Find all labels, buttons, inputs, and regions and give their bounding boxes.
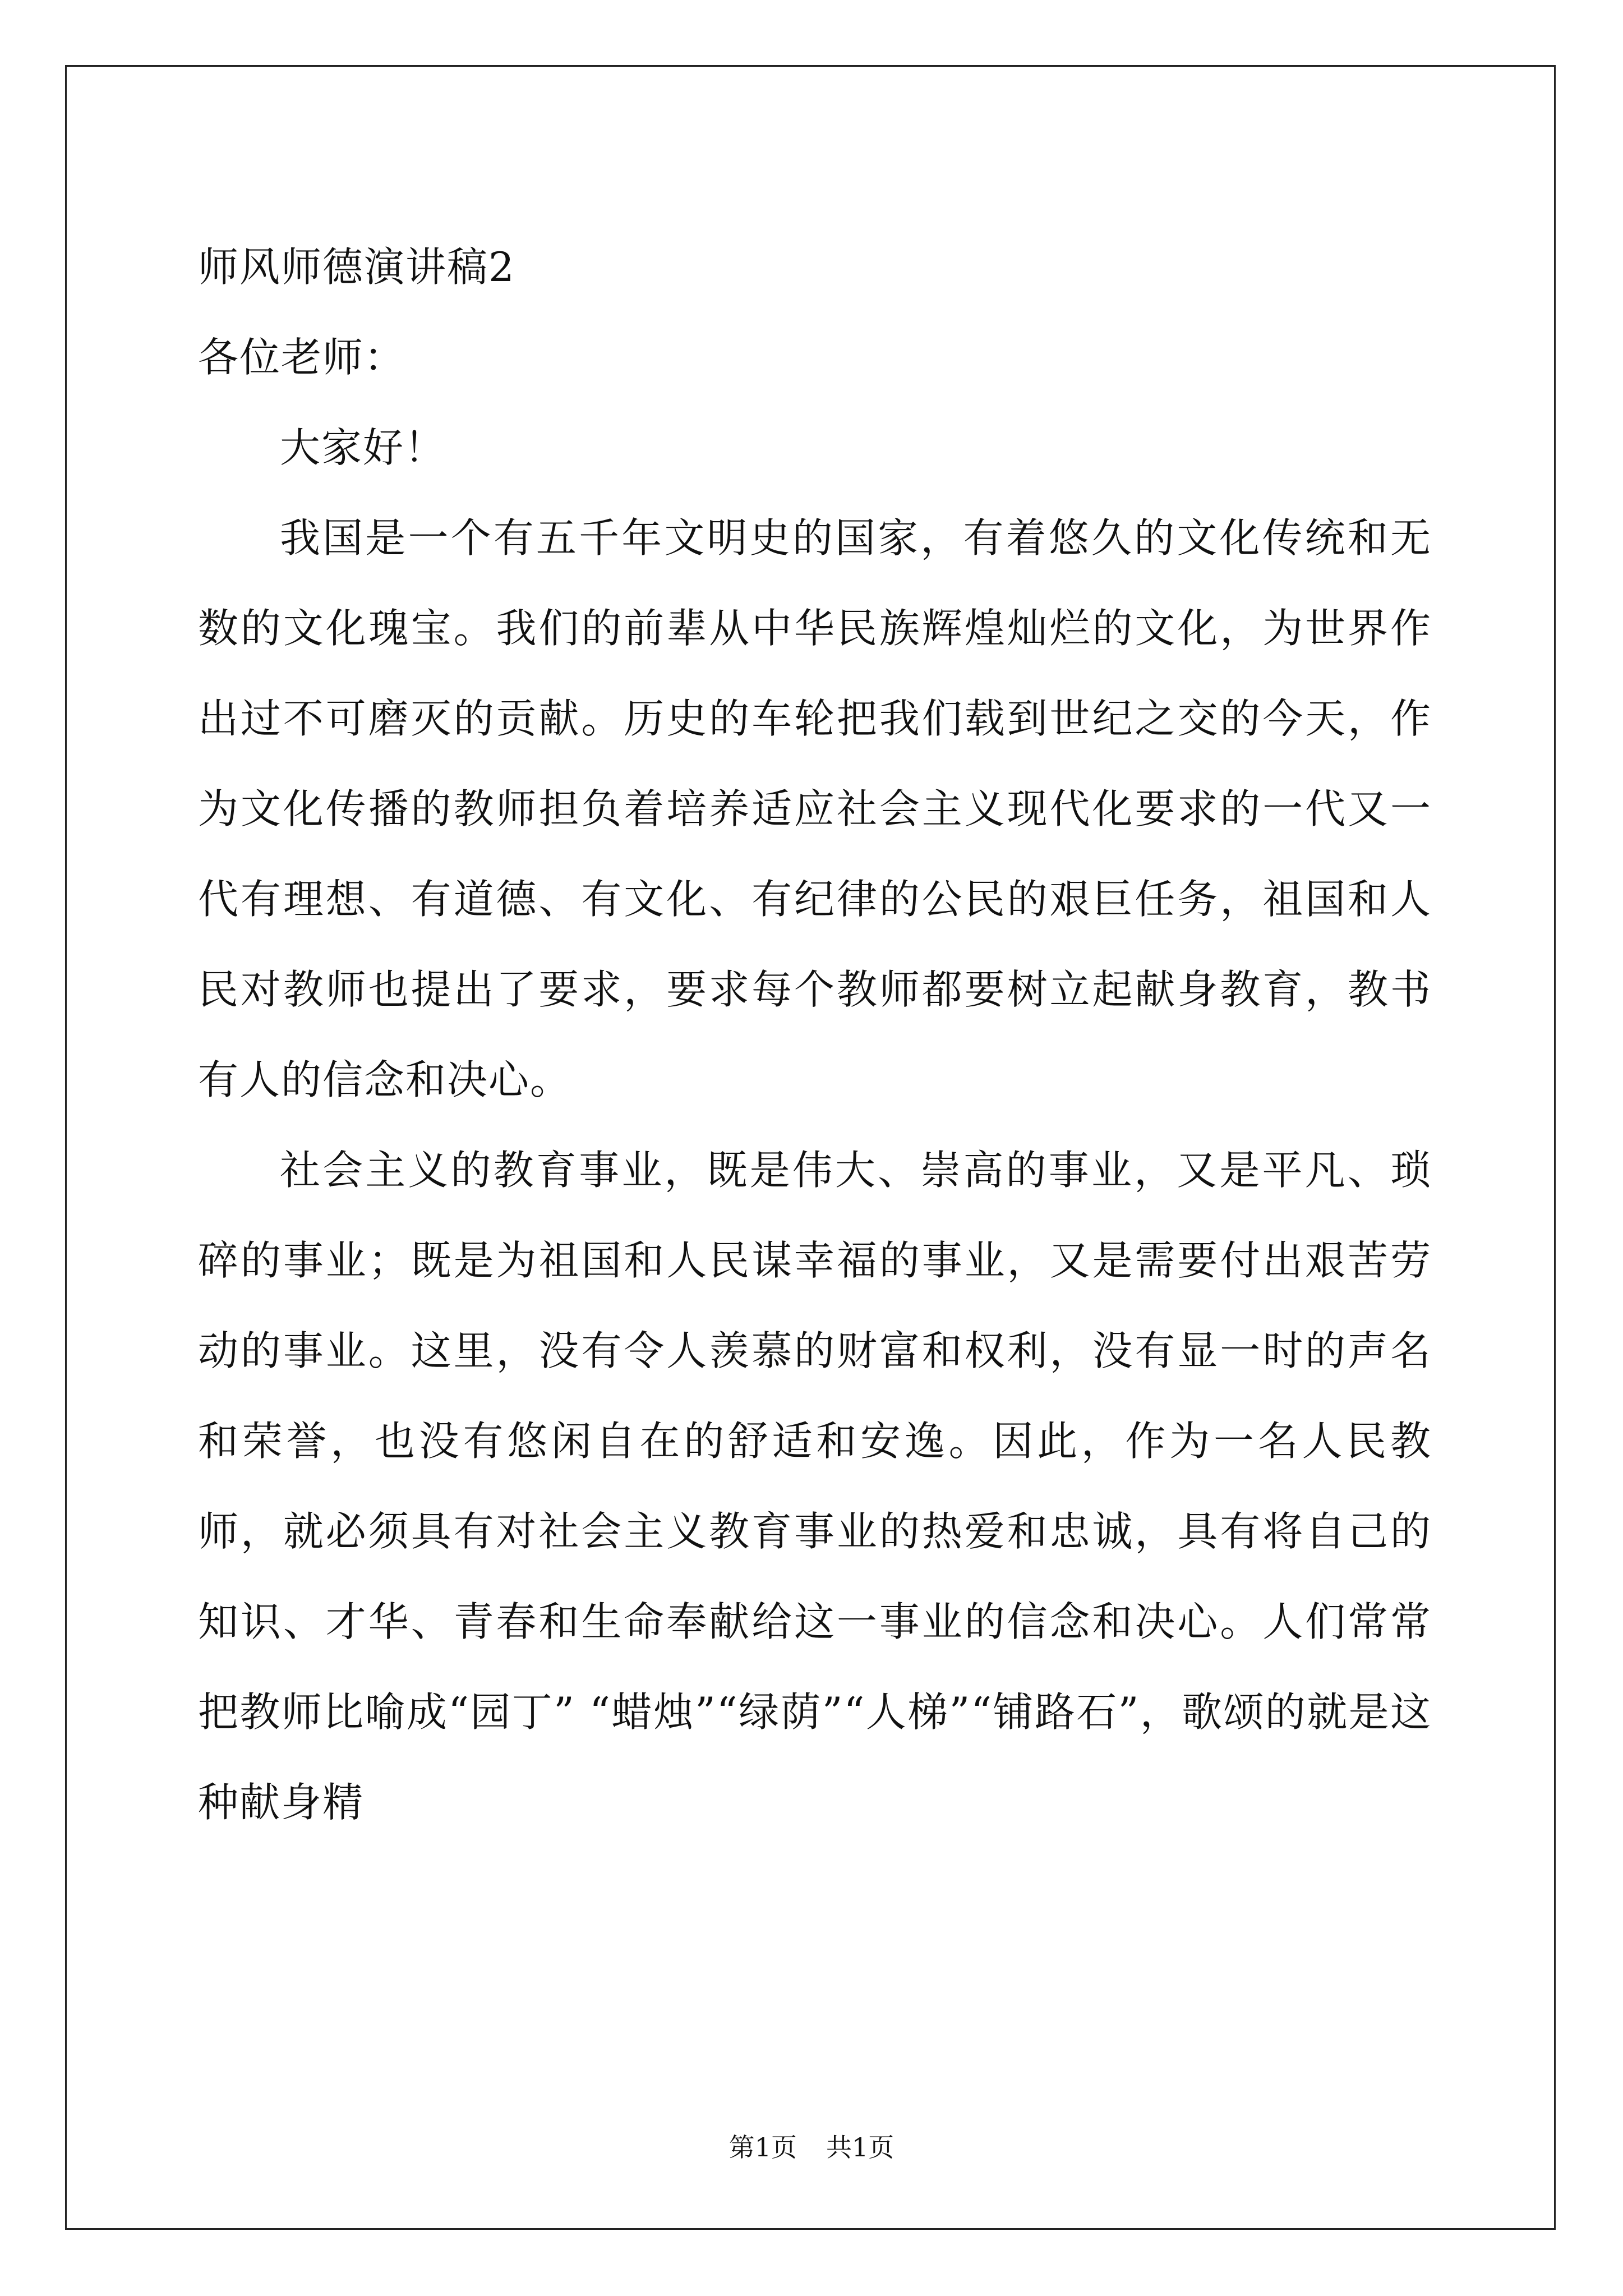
paragraph-1: 我国是一个有五千年文明史的国家，有着悠久的文化传统和无数的文化瑰宝。我们的前辈从中华民族辉煌灿烂的文化，为世界作出过不可磨灭的贡献。历史的车轮把我们载到世纪之交的今天，作为文化传播的教师担负着培养适应社会主义现代化要求的一代又一代有理想、有道德、有文化、有纪律的公民的艰巨任务，祖国和人民对教师也提出了要求，要求每个教师都要树立起献身教育，教书有人的信念和决心。 <box>198 514 1432 1103</box>
document-body <box>198 222 1432 1848</box>
page-footer <box>0 2131 1623 2164</box>
paragraph-2: 社会主义的教育事业，既是伟大、崇高的事业，又是平凡、琐碎的事业；既是为祖国和人民谋幸福的事业，又是需要付出艰苦劳动的事业。这里，没有令人羡慕的财富和权利，没有显一时的声名和荣誉，也没有悠闲自在的舒适和安逸。因此，作为一名人民教师，就必须具有对社会主义教育事业的热爱和忠诚，具有将自己的知识、才华、青春和生命奉献给这一事业的信念和决心。人们常常把教师比喻成“园丁” “蜡烛”“绿荫”“人梯”“铺路石”，歌颂的就是这种献身精 <box>198 1147 1432 1826</box>
document-title: 师风师德演讲稿2 <box>198 243 515 291</box>
page-number-total: 共1页 <box>826 2132 895 2162</box>
page-number-current: 第1页 <box>728 2132 797 2162</box>
salutation: 各位老师： <box>198 334 406 381</box>
greeting: 大家好！ <box>280 424 446 471</box>
